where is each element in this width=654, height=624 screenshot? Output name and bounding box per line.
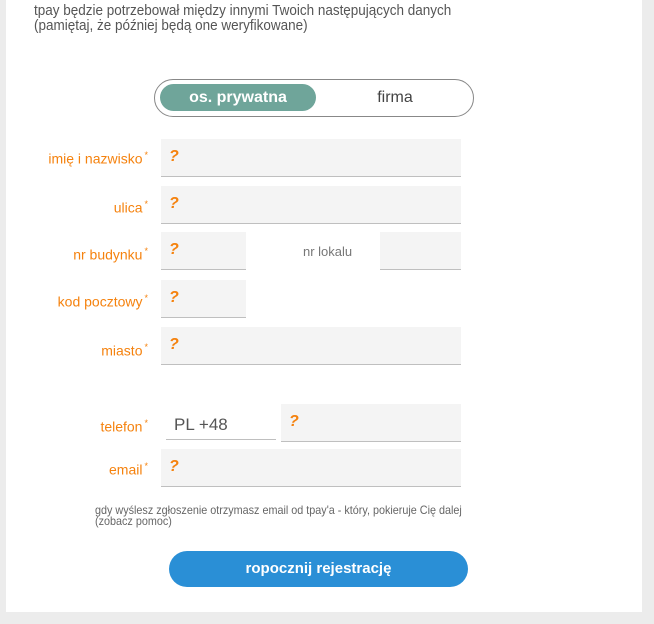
city-label-text: miasto (101, 342, 143, 359)
option-private-person[interactable]: os. prywatna (160, 84, 316, 111)
required-mark: * (144, 293, 148, 303)
required-mark: * (144, 461, 148, 471)
city-label (101, 342, 148, 359)
phone-label-text: telefon (100, 418, 143, 435)
help-link[interactable]: (zobacz pomoc) (95, 514, 172, 528)
building-number-label-text: nr budynku (73, 246, 143, 263)
help-icon[interactable]: ? (169, 241, 179, 258)
building-number-label (73, 246, 148, 263)
required-mark: * (144, 246, 148, 256)
required-mark: * (144, 418, 148, 428)
help-icon[interactable]: ? (169, 195, 179, 212)
start-registration-button[interactable]: ropocznij rejestrację (169, 551, 468, 587)
intro-line-2: (pamiętaj, że później będą one weryfikowane) (34, 18, 308, 34)
apartment-number-input[interactable] (380, 232, 461, 270)
phone-input[interactable] (281, 404, 461, 442)
apartment-number-label: nr lokalu (303, 244, 353, 259)
phone-prefix-select[interactable]: PL +48 (166, 404, 276, 440)
street-label-text: ulica (113, 199, 143, 216)
email-label-text: email (109, 461, 143, 478)
help-icon[interactable]: ? (289, 413, 299, 430)
postal-code-input[interactable] (161, 280, 246, 318)
intro-text (34, 4, 555, 34)
registration-panel (6, 0, 642, 612)
building-number-input[interactable] (161, 232, 246, 270)
account-type-toggle (154, 79, 474, 117)
full-name-label-text: imię i nazwisko (48, 150, 143, 167)
street-label (114, 199, 148, 216)
postal-code-label (58, 293, 148, 310)
option-company[interactable]: firma (377, 89, 413, 106)
help-icon[interactable]: ? (169, 458, 179, 475)
info-note-line-1: gdy wyślesz zgłoszenie otrzymasz email od tpay'a - który, pokieruje Cię dalej (95, 503, 462, 517)
street-input[interactable] (161, 186, 461, 224)
postal-code-label-text: kod pocztowy (57, 293, 143, 310)
required-mark: * (144, 150, 148, 160)
help-icon[interactable]: ? (169, 148, 179, 165)
required-mark: * (144, 199, 148, 209)
intro-line-1: tpay będzie potrzebował między innymi Twoich następujących danych (34, 3, 452, 19)
info-note (95, 505, 545, 527)
full-name-input[interactable] (161, 139, 461, 177)
email-label (109, 461, 148, 478)
phone-label (100, 418, 148, 435)
help-icon[interactable]: ? (169, 336, 179, 353)
city-input[interactable] (161, 327, 461, 365)
email-input[interactable] (161, 449, 461, 487)
full-name-label (48, 150, 148, 167)
help-icon[interactable]: ? (169, 289, 179, 306)
required-mark: * (144, 342, 148, 352)
